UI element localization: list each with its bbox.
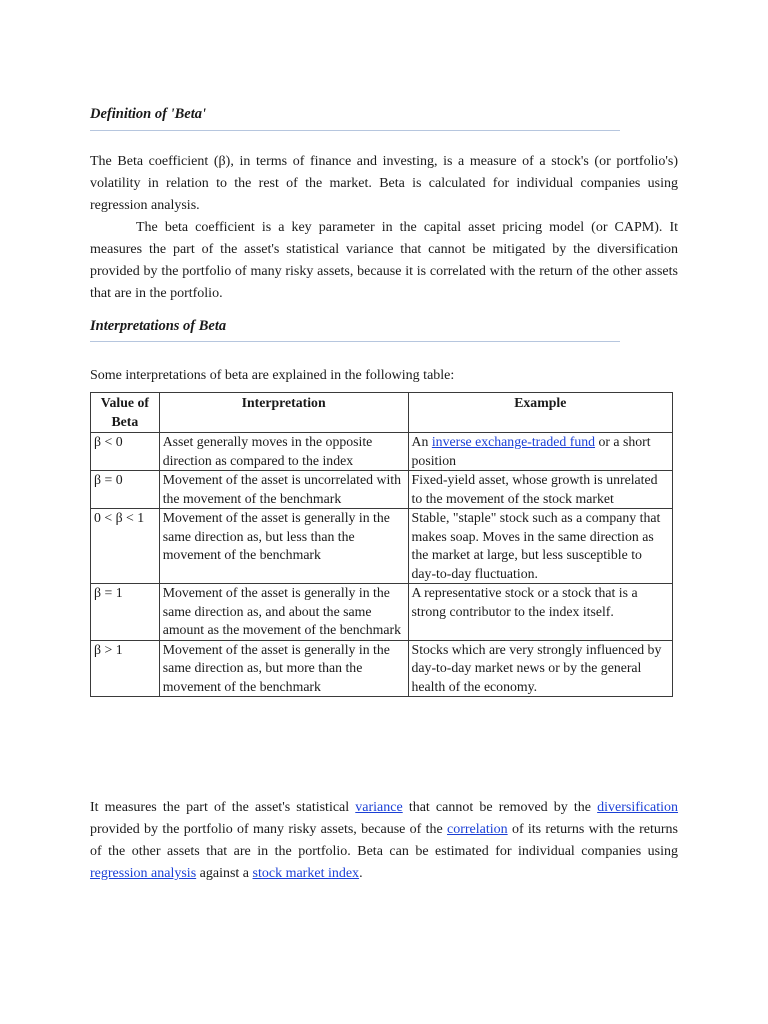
interpretation-cell: Movement of the asset is generally in the same direction as, but more than the movement of the benchmark xyxy=(159,640,408,697)
example-cell: A representative stock or a stock that is a strong contributor to the index itself. xyxy=(408,584,672,641)
header-interpretation: Interpretation xyxy=(159,393,408,433)
example-cell: Fixed-yield asset, whose growth is unrelated to the movement of the stock market xyxy=(408,471,672,509)
beta-value-cell: β < 0 xyxy=(91,433,160,471)
header-example: Example xyxy=(408,393,672,433)
table-intro-text: Some interpretations of beta are explained in the following table: xyxy=(90,368,455,383)
table-row xyxy=(91,509,673,584)
header-value-of-beta: Value of Beta xyxy=(91,393,160,433)
interpretation-cell: Movement of the asset is uncorrelated with the movement of the benchmark xyxy=(159,471,408,509)
beta-interpretation-table xyxy=(90,392,673,697)
heading-definition-of-beta: Definition of 'Beta' xyxy=(90,106,206,122)
paragraph-closing: It measures the part of the asset's statistical variance that cannot be removed by the diversification provided by the portfolio of many risky assets, because of the correlation of its returns with the returns of the other assets that are in the portfolio. Beta can be estimated for individual companies using regression analysis against a stock market index. xyxy=(90,800,679,881)
regression-analysis-link[interactable]: regression analysis xyxy=(90,866,197,881)
example-cell: Stocks which are very strongly influenced by day-to-day market news or by the general health of the economy. xyxy=(408,640,672,697)
beta-value-cell: 0 < β < 1 xyxy=(91,509,160,584)
table-row xyxy=(91,471,673,509)
example-cell: An inverse exchange-traded fund or a short position xyxy=(408,433,672,471)
interpretation-cell: Movement of the asset is generally in the same direction as, but less than the movement of the benchmark xyxy=(159,509,408,584)
table-header-row xyxy=(91,393,673,433)
heading-underline-rule xyxy=(90,130,620,131)
diversification-link[interactable]: diversification xyxy=(597,800,679,815)
table-row xyxy=(91,433,673,471)
beta-value-cell: β = 1 xyxy=(91,584,160,641)
paragraph-capm: The beta coefficient is a key parameter in the capital asset pricing model (or CAPM). It measures the part of the asset's statistical variance that cannot be mitigated by the diversification provided by the portfolio of many risky assets, because it is correlated with the return of the other assets that are in the portfolio. xyxy=(90,220,678,301)
inverse-etf-link[interactable]: inverse exchange-traded fund xyxy=(431,434,596,449)
table-row xyxy=(91,584,673,641)
example-cell: Stable, "staple" stock such as a company that makes soap. Moves in the same direction as the market at large, but less susceptible to day-to-day fluctuation. xyxy=(408,509,672,584)
beta-value-cell: β = 0 xyxy=(91,471,160,509)
table-row xyxy=(91,640,673,697)
beta-value-cell: β > 1 xyxy=(91,640,160,697)
paragraph-beta-definition: The Beta coefficient (β), in terms of finance and investing, is a measure of a stock's (or portfolio's) volatility in relation to the rest of the market. Beta is calculated for individual companies using regression analysis. xyxy=(90,154,678,213)
interpretation-cell: Movement of the asset is generally in the same direction as, and about the same amount as the movement of the benchmark xyxy=(159,584,408,641)
interpretation-cell: Asset generally moves in the opposite direction as compared to the index xyxy=(159,433,408,471)
heading-underline-rule xyxy=(90,341,620,342)
variance-link[interactable]: variance xyxy=(355,800,403,815)
correlation-link[interactable]: correlation xyxy=(447,822,508,837)
heading-interpretations-of-beta: Interpretations of Beta xyxy=(90,318,227,334)
stock-market-index-link[interactable]: stock market index xyxy=(252,866,360,881)
